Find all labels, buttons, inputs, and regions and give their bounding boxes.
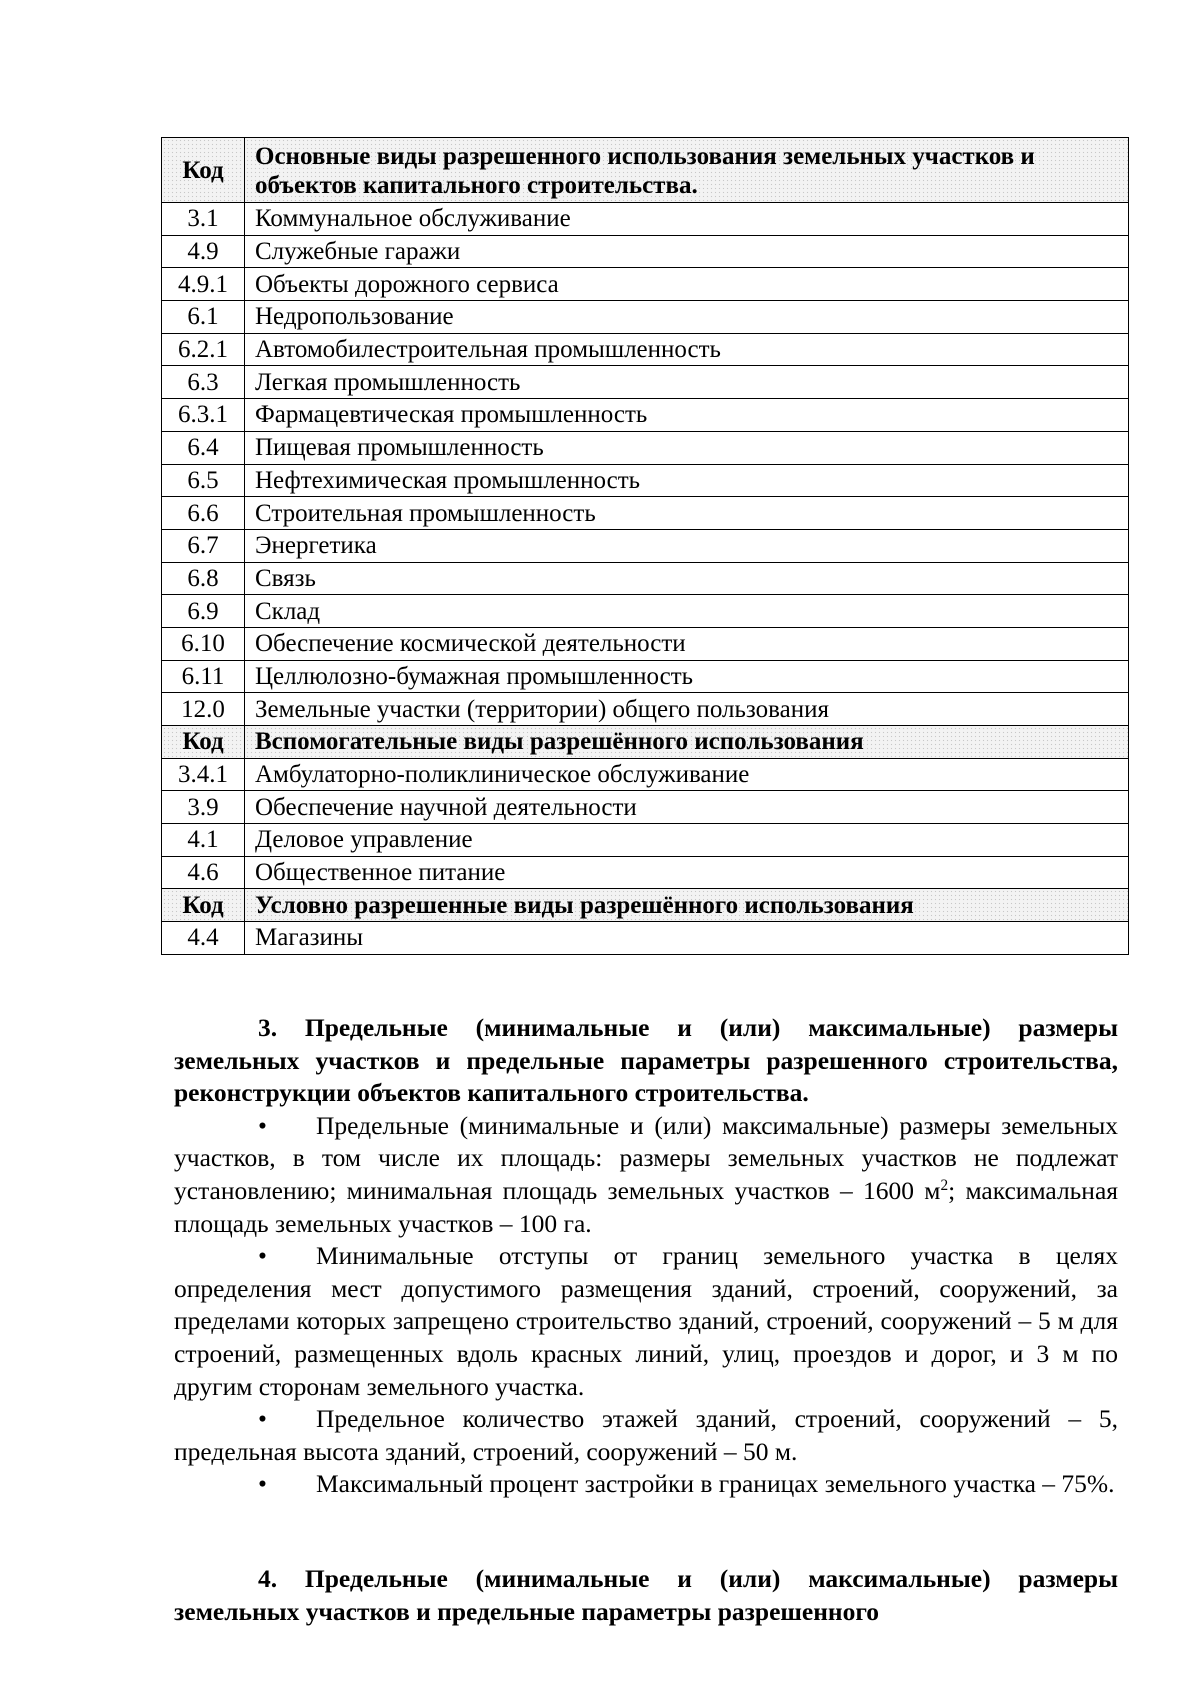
land-use-code: 6.7 <box>162 529 245 562</box>
land-use-code: 6.4 <box>162 431 245 464</box>
bullet-coverage <box>174 1468 1118 1501</box>
section-4-heading: 4. Предельные (минимальные и (или) максимальные) размеры земельных участков и предельные параметры разрешенного <box>174 1564 1118 1626</box>
land-use-code: 6.8 <box>162 562 245 595</box>
column-header-title: Вспомогательные виды разрешённого использования <box>245 726 1129 759</box>
table-header-row <box>162 138 1129 203</box>
table-row <box>162 791 1129 824</box>
table-header-row <box>162 889 1129 922</box>
table-row <box>162 660 1129 693</box>
land-use-code: 3.4.1 <box>162 758 245 791</box>
section-3 <box>174 1012 1118 1501</box>
table-row <box>162 595 1129 628</box>
land-use-name: Амбулаторно-поликлиническое обслуживание <box>245 758 1129 791</box>
land-use-name: Энергетика <box>245 529 1129 562</box>
bullet-plot-sizes <box>174 1110 1118 1240</box>
land-use-name: Недропользование <box>245 301 1129 334</box>
section-3-heading: 3. Предельные (минимальные и (или) максимальные) размеры земельных участков и предельные параметры разрешенного строительства, реконструкции объектов капитального строительства. <box>174 1013 1118 1108</box>
land-use-code: 6.11 <box>162 660 245 693</box>
table-row <box>162 529 1129 562</box>
table-row <box>162 497 1129 530</box>
bullet-setbacks <box>174 1240 1118 1403</box>
land-use-name: Пищевая промышленность <box>245 431 1129 464</box>
table-row <box>162 562 1129 595</box>
bullet-icon: • <box>258 1241 267 1271</box>
column-header-code: Код <box>162 138 245 203</box>
bullet-floors-text: Предельное количество этажей зданий, строений, сооружений – 5, предельная высота зданий, строений, сооружений – 50 м. <box>174 1404 1118 1466</box>
land-use-name: Магазины <box>245 922 1129 955</box>
land-use-code: 6.6 <box>162 497 245 530</box>
land-use-code: 3.9 <box>162 791 245 824</box>
land-use-table-body <box>162 138 1129 955</box>
bullet-plot-sizes-text-end: ; максимальная площадь земельных участков – 100 га. <box>174 1175 1118 1238</box>
table-row <box>162 268 1129 301</box>
table-row <box>162 693 1129 726</box>
land-use-code: 6.5 <box>162 464 245 497</box>
land-use-name: Общественное питание <box>245 856 1129 889</box>
land-use-code: 4.9 <box>162 235 245 268</box>
table-row <box>162 856 1129 889</box>
bullet-setbacks-text: Минимальные отступы от границ земельного участка в целях определения мест допустимого размещения зданий, строений, сооружений, за пределами которых запрещено строительство зданий, строений, сооружений – 5 м для строений, размещенных вдоль красных линий, улиц, проездов и дорог, и 3 м по другим сторонам земельного участка. <box>174 1241 1118 1401</box>
table-row <box>162 301 1129 334</box>
land-use-name: Земельные участки (территории) общего пользования <box>245 693 1129 726</box>
land-use-name: Деловое управление <box>245 824 1129 857</box>
table-row <box>162 203 1129 236</box>
column-header-code: Код <box>162 726 245 759</box>
column-header-code: Код <box>162 889 245 922</box>
land-use-code: 3.1 <box>162 203 245 236</box>
table-header-row <box>162 726 1129 759</box>
land-use-name: Объекты дорожного сервиса <box>245 268 1129 301</box>
table-row <box>162 235 1129 268</box>
bullet-plot-sizes-text: Предельные (минимальные и (или) максимальные) размеры земельных участков, в том числе их площадь: размеры земельных участков не подлежат установлению; минимальная площадь земельных участков – 1600 м <box>174 1110 1118 1205</box>
table-row <box>162 333 1129 366</box>
table-row <box>162 431 1129 464</box>
table-row <box>162 399 1129 432</box>
table-row <box>162 627 1129 660</box>
land-use-name: Фармацевтическая промышленность <box>245 399 1129 432</box>
land-use-code: 4.9.1 <box>162 268 245 301</box>
land-use-name: Легкая промышленность <box>245 366 1129 399</box>
land-use-name: Обеспечение космической деятельности <box>245 627 1129 660</box>
land-use-code: 4.4 <box>162 922 245 955</box>
table-row <box>162 366 1129 399</box>
table-row <box>162 758 1129 791</box>
land-use-name: Обеспечение научной деятельности <box>245 791 1129 824</box>
superscript-2: 2 <box>940 1176 949 1194</box>
land-use-table <box>161 137 1129 955</box>
land-use-name: Коммунальное обслуживание <box>245 203 1129 236</box>
column-header-title: Условно разрешенные виды разрешённого использования <box>245 889 1129 922</box>
land-use-code: 4.1 <box>162 824 245 857</box>
table-row <box>162 824 1129 857</box>
land-use-code: 12.0 <box>162 693 245 726</box>
table-row <box>162 922 1129 955</box>
land-use-name: Нефтехимическая промышленность <box>245 464 1129 497</box>
bullet-icon: • <box>258 1404 267 1434</box>
bullet-icon: • <box>258 1469 267 1499</box>
table-row <box>162 464 1129 497</box>
land-use-name: Служебные гаражи <box>245 235 1129 268</box>
section-4 <box>174 1563 1118 1628</box>
land-use-code: 6.3 <box>162 366 245 399</box>
column-header-title: Основные виды разрешенного использования земельных участков и объектов капитального строительства. <box>245 138 1129 203</box>
land-use-name: Связь <box>245 562 1129 595</box>
land-use-code: 4.6 <box>162 856 245 889</box>
land-use-code: 6.10 <box>162 627 245 660</box>
land-use-code: 6.2.1 <box>162 333 245 366</box>
land-use-name: Целлюлозно-бумажная промышленность <box>245 660 1129 693</box>
land-use-name: Строительная промышленность <box>245 497 1129 530</box>
land-use-code: 6.3.1 <box>162 399 245 432</box>
land-use-code: 6.9 <box>162 595 245 628</box>
bullet-coverage-text: Максимальный процент застройки в границах земельного участка – 75%. <box>316 1469 1115 1499</box>
land-use-name: Склад <box>245 595 1129 628</box>
bullet-icon: • <box>258 1110 267 1140</box>
land-use-code: 6.1 <box>162 301 245 334</box>
bullet-floors <box>174 1403 1118 1468</box>
land-use-name: Автомобилестроительная промышленность <box>245 333 1129 366</box>
